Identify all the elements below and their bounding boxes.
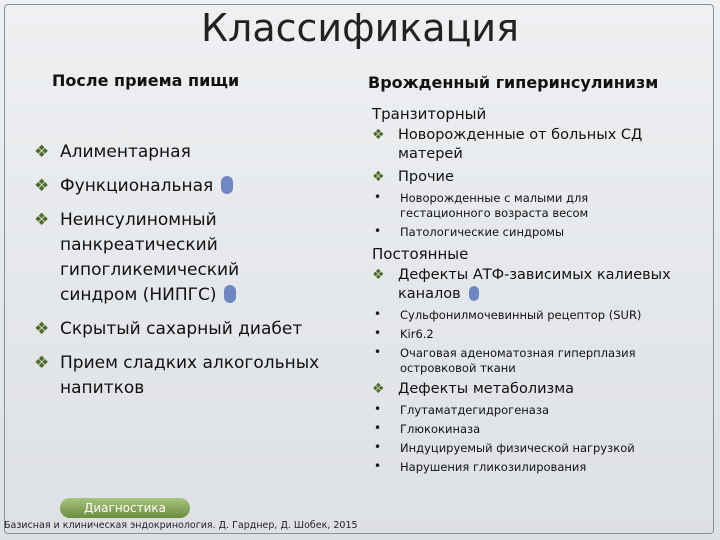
- diamond-bullet-icon: ❖: [372, 267, 385, 283]
- list-subitem: • Очаговая аденоматозная гиперплазия островковой ткани: [374, 345, 636, 375]
- diamond-bullet-icon: ❖: [372, 381, 385, 397]
- right-block: [372, 104, 702, 479]
- list-item: ❖ Функциональная: [34, 174, 354, 199]
- list-subitem: • Глутаматдегидрогеназа: [374, 402, 550, 417]
- diamond-bullet-icon: ❖: [34, 319, 50, 339]
- dot-bullet-icon: •: [374, 224, 382, 238]
- section-transitory-label: Транзиторный: [372, 105, 487, 123]
- diamond-bullet-icon: ❖: [372, 127, 385, 143]
- list-item: ❖ Новорожденные от больных СД матерей: [372, 127, 643, 162]
- list-item: ❖ Скрытый сахарный диабет: [34, 317, 354, 342]
- list-subitem: • Нарушения гликозилирования: [374, 459, 587, 474]
- diamond-bullet-icon: ❖: [372, 169, 385, 185]
- list-subitem: • Сульфонилмочевинный рецептор (SUR): [374, 307, 642, 322]
- left-column-heading: После приема пищи: [52, 71, 240, 90]
- dot-bullet-icon: •: [374, 307, 382, 321]
- list-item: ❖ Дефекты метаболизма: [372, 381, 575, 397]
- dot-bullet-icon: •: [374, 440, 382, 454]
- page-title: Классификация: [201, 6, 519, 50]
- source-citation: Базисная и клиническая эндокринология. Д. Гарднер, Д. Шобек, 2015: [4, 520, 358, 531]
- dot-bullet-icon: •: [374, 326, 382, 340]
- list-item: ❖ Алиментарная: [34, 140, 354, 165]
- dot-bullet-icon: •: [374, 345, 382, 359]
- list-subitem: • Новорожденные с малыми для гестационного возраста весом: [374, 190, 589, 220]
- dot-bullet-icon: •: [374, 459, 382, 473]
- diagnostics-button[interactable]: Диагностика: [60, 498, 190, 518]
- diamond-bullet-icon: ❖: [34, 142, 50, 162]
- link-dot-icon[interactable]: [469, 286, 479, 301]
- list-item: ❖ Дефекты АТФ-зависимых калиевых каналов: [372, 267, 671, 302]
- left-list: [34, 140, 354, 410]
- diamond-bullet-icon: ❖: [34, 353, 50, 373]
- list-subitem: • Индуцируемый физической нагрузкой: [374, 440, 635, 455]
- list-subitem: • Глюкокиназа: [374, 421, 481, 436]
- list-item: ❖ Прочие: [372, 169, 454, 185]
- list-item: ❖ Неинсулиномный панкреатический гипогликемический синдром (НИПГС): [34, 210, 240, 305]
- diamond-bullet-icon: ❖: [34, 176, 50, 196]
- dot-bullet-icon: •: [374, 190, 382, 204]
- list-item: ❖ Прием сладких алкогольных напитков: [34, 353, 320, 398]
- link-dot-icon[interactable]: [221, 176, 233, 194]
- list-subitem: • Патологические синдромы: [374, 224, 565, 239]
- dot-bullet-icon: •: [374, 421, 382, 435]
- right-column-heading: Врожденный гиперинсулинизм: [368, 73, 659, 92]
- list-subitem: • Kir6.2: [374, 326, 434, 341]
- section-permanent-label: Постоянные: [372, 245, 469, 263]
- dot-bullet-icon: •: [374, 402, 382, 416]
- link-dot-icon[interactable]: [224, 285, 236, 303]
- diamond-bullet-icon: ❖: [34, 210, 50, 230]
